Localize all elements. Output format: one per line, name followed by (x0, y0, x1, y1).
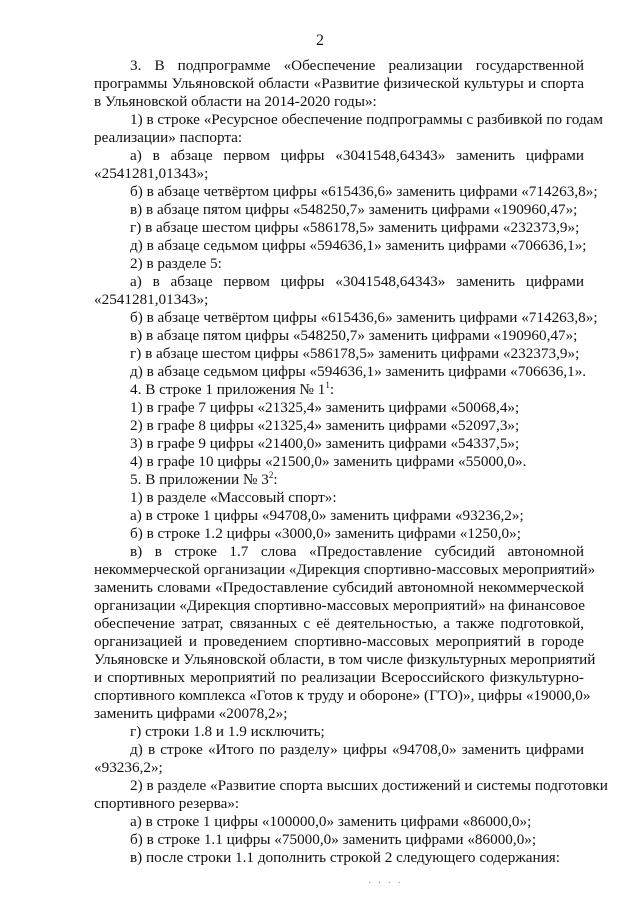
text-line: в) в строке 1.7 слова «Предоставление субсидий автономной (130, 543, 584, 560)
text-line: в) после строки 1.1 дополнить строкой 2 следующего содержания: (130, 849, 560, 866)
text-line: 2) в графе 8 цифры «21325,4» заменить цифрами «52097,3»; (130, 417, 520, 434)
text-line: в Ульяновской области на 2014-2020 годы»: (94, 93, 377, 110)
text-line: заменить словами «Предоставление субсидий автономной некоммерческой (94, 579, 584, 596)
text-line: д) в абзаце седьмом цифры «594636,1» заменить цифрами «706636,1». (130, 363, 587, 380)
text-line: спортивного резерва»: (94, 795, 240, 812)
text-line: а) в абзаце первом цифры «3041548,64343» заменить цифрами (130, 273, 584, 290)
text-line: «2541281,01343»; (94, 165, 209, 182)
text-line: б) в строке 1.2 цифры «3000,0» заменить цифрами «1250,0»; (130, 525, 521, 542)
text-line: 4. В строке 1 приложения № $1^1$: (130, 379, 335, 398)
text-line: 2) в разделе 5: (130, 255, 222, 272)
text-line: г) в абзаце шестом цифры «586178,5» заменить цифрами «232373,9»; (130, 219, 580, 236)
text-line: г) строки 1.8 и 1.9 исключить; (130, 723, 325, 740)
text-line: организации «Дирекция спортивно-массовых мероприятий» на финансовое (94, 597, 586, 614)
text-line: 4) в графе 10 цифры «21500,0» заменить цифрами «55000,0». (130, 453, 527, 470)
text-line: а) в абзаце первом цифры «3041548,64343» заменить цифрами (130, 147, 584, 164)
text-line: спортивного комплекса «Готов к труду и обороне» (ГТО)», цифры «19000,0» (94, 687, 591, 704)
text-line: 3. В подпрограмме «Обеспечение реализации государственной (130, 57, 584, 74)
text-line: г) в абзаце шестом цифры «586178,5» заменить цифрами «232373,9»; (130, 345, 580, 362)
text-line: и спортивных мероприятий по реализации Всероссийского физкультурно- (94, 669, 584, 686)
text-line: заменить цифрами «20078,2»; (94, 705, 288, 722)
text-line: 1) в разделе «Массовый спорт»: (130, 489, 337, 506)
text-line: б) в абзаце четвёртом цифры «615436,6» заменить цифрами «714263,8»; (130, 309, 598, 326)
text-line: а) в строке 1 цифры «94708,0» заменить цифрами «93236,2»; (130, 507, 524, 524)
text-line: некоммерческой организации «Дирекция спортивно-массовых мероприятий» (94, 561, 596, 578)
text-line: 1) в графе 7 цифры «21325,4» заменить цифрами «50068,4»; (130, 399, 520, 416)
text-line: 2) в разделе «Развитие спорта высших достижений и системы подготовки (130, 777, 608, 794)
text-line: 5. В приложении № $3^2$: (130, 469, 278, 488)
text-line: «93236,2»; (94, 759, 163, 776)
text-line: в) в абзаце пятом цифры «548250,7» заменить цифрами «190960,47»; (130, 327, 578, 344)
text-line: а) в строке 1 цифры «100000,0» заменить цифрами «86000,0»; (130, 813, 532, 830)
text-line: 3) в графе 9 цифры «21400,0» заменить цифрами «54337,5»; (130, 435, 520, 452)
text-line: б) в строке 1.1 цифры «75000,0» заменить цифрами «86000,0»; (130, 831, 537, 848)
text-line: д) в абзаце седьмом цифры «594636,1» заменить цифрами «706636,1»; (130, 237, 587, 254)
text-line: обеспечение затрат, связанных с её деятельностью, а также подготовкой, (94, 615, 584, 632)
text-line: д) в строке «Итого по разделу» цифры «94708,0» заменить цифрами (130, 741, 584, 758)
text-line: в) в абзаце пятом цифры «548250,7» заменить цифрами «190960,47»; (130, 201, 578, 218)
text-line: реализации» паспорта: (94, 129, 243, 146)
text-line: организацией и проведением спортивно-массовых мероприятий в городе (94, 633, 584, 650)
text-line: «2541281,01343»; (94, 291, 209, 308)
scan-mark: · · · · (368, 878, 403, 889)
text-line: программы Ульяновской области «Развитие физической культуры и спорта (94, 75, 584, 92)
text-line: б) в абзаце четвёртом цифры «615436,6» заменить цифрами «714263,8»; (130, 183, 598, 200)
text-line: 1) в строке «Ресурсное обеспечение подпрограммы с разбивкой по годам (130, 111, 603, 128)
page-number: 2 (316, 32, 324, 49)
text-line: Ульяновске и Ульяновской области, в том числе физкультурных мероприятий (94, 651, 596, 668)
